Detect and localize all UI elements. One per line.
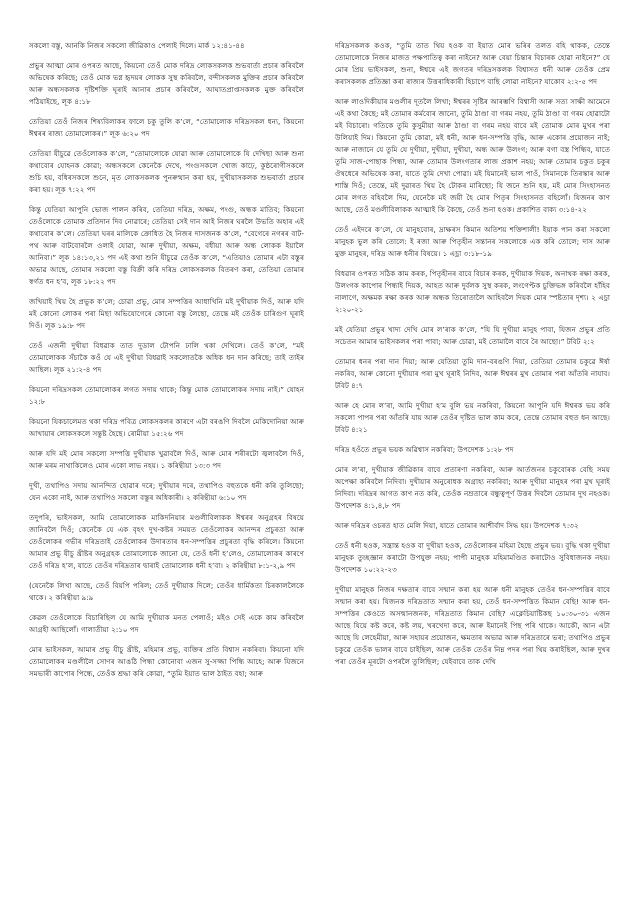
left-column	[29, 40, 304, 890]
verse-paragraph: তদুপৰি, ভাইসকল, আমি তোমালোকক মাকিদনিয়াৰ মণ্ডলীবিলাকক ঈশ্বৰৰ অনুগ্ৰহৰ বিষয়ে জানিবলৈ দিওঁ; কেনেকৈ যে এক বৃহৎ দুখ-কষ্টৰ সময়ত তেওঁলোকৰ আনন্দৰ প্ৰচুৰতা আৰু তেওঁলোকৰ গভীৰ দৰিদ্ৰতাই তেওঁলোকৰ উদাৰতাৰ ধন-সম্পত্তিৰ প্ৰচুৰতা বৃদ্ধি কৰিলে। কিয়নো আমাৰ প্ৰভু যীচু খ্ৰীষ্টৰ অনুগ্ৰহক তোমালোকে জানো যে, তেওঁ ধনী হ’লেও, তোমালোকৰ কাৰণে তেওঁ দৰিদ্ৰ হ’ল, যাতে তেওঁৰ দৰিদ্ৰতাৰ দ্বাৰাই তোমালোক ধনী হ’বা। ২ কৰিন্থীয়া ৮:১-২,৯ পদ	[29, 513, 304, 570]
verse-paragraph: সকলো বস্তু, আনকি নিজৰ সকলো জীৱিকাও পেলাই দিলে। মাৰ্ক ১২:৪১-৪৪	[29, 41, 245, 50]
verse-paragraph: দৰিদ্ৰসকলক কওক, “তুমি তাত থিয় হওক বা ইয়াত মোৰ ভৰিৰ তলত বহি থাকক, তেন্তে তোমালোকে নিজৰ মাজত পক্ষপাতিত্ব কৰা নাইনে? আৰু বেয়া চিন্তাৰ বিচাৰক হোৱা নাইনে?” যে মোৰ প্ৰিয় ভাইসকল, শুনা, ঈশ্বৰে এই জগতৰ দৰিদ্ৰসকলক বিশ্বাসত ধনী আৰু তেওঁক প্ৰেম কৰাসকলক প্ৰতিজ্ঞা কৰা ৰাজ্যৰ উত্তৰাধিকাৰী হিচাপে বাছি লোৱা নাইনে? যাকোব ২:২-৫ পদ	[335, 41, 610, 86]
verse-paragraph: আৰু লাওদিকীয়াৰ মণ্ডলীৰ দূতলৈ লিখা; ঈশ্বৰৰ সৃষ্টিৰ আৰম্ভণি বিশ্বাসী আৰু সত্য সাক্ষী আমেনে এই কথা কৈছে; মই তোমাৰ কৰ্মবোৰ জানো, তুমি ঠাণ্ডা বা গৰম নহয়, তুমি ঠাণ্ডা বা গৰম হোৱাটো মই বিচাৰো। গতিকে তুমি কুসুমীয়া আৰু ঠাণ্ডা বা গৰম নহয় বাবে মই তোমাক মোৰ মুখৰ পৰা উলিয়াই দিম। কিয়নো তুমি কোৱা, মই ধনী, আৰু ধন-সম্পত্তি বৃদ্ধি, আৰু একোৰ প্ৰয়োজন নাই; আৰু নাজানে যে তুমি যে দুখীয়া, দুখীয়া, দুখীয়া, অন্ধ আৰু উলংগ; আৰু বগা বস্ত্ৰ পিন্ধিব, যাতে তুমি সাজ-পোছাক পিন্ধা, আৰু তোমাৰ উলংগতাৰ লাজ প্ৰকাশ নহয়; আৰু তোমাৰ চকুত চকুৰ ঔষধেৰে অভিষেক কৰা, যাতে তুমি দেখা পোৱা। মই যিমানেই ভাল পাওঁ, সিমানকে তিৰস্কাৰ আৰু শাস্তি দিওঁ; তেন্তে, মই দুৱাৰত থিয় হৈ টোকৰ মাৰিছো; যি জনে শুনি হয়, মই মোৰ সিংহাসনত মোৰ লগত বহিবলৈ দিম, যেনেকৈ মই জয়ী হৈ মোৰ পিতৃৰ সিংহাসনত বহিলোঁ। যিজনৰ কাণ আছে, তেওঁ মণ্ডলীবিলাকক আত্মাই কি কৈছে, তেওঁ শুনা হওক। প্ৰকাশিত বাক্য ৩:১৪-২২	[335, 97, 610, 214]
right-column	[335, 40, 610, 890]
verse-paragraph: কিয়নো যিকচালেমত থকা দৰিদ্ৰ পবিত্ৰ লোকসকলৰ কাৰণে এটা বৰঙণি দিবলৈ মেকিদোনিয়া আৰু আখায়াৰ লোকসকলে সন্তুষ্ট হৈছে। ৰোমীয়া ১৫:২৬ পদ	[29, 417, 304, 438]
verse-paragraph: কেৱল তেওঁলোকে বিচাৰিছিল যে আমি দুখীয়াক মনত পেলাওঁ; মইও সেই একে কাম কৰিবলৈ আগ্ৰহী আছিলোঁ। গালাতীয়া ২:১০ পদ	[29, 613, 304, 634]
verse-paragraph: কিয়নো দৰিদ্ৰসকল তোমালোকৰ লগত সদায় থাকে; কিন্তু মোক তোমালোকৰ সদায় নাই।” যোহন ১২:৮	[29, 385, 304, 406]
verse-paragraph: মোৰ ল’ৰা, দুখীয়াক জীৱিকাৰ বাবে প্ৰতাৰণা নকৰিবা, আৰু আৰ্তজনৰ চকুবোৰক বেছি সময় অপেক্ষা কৰিবলৈ নিদিবা। দুখীয়াৰ অনুৰোধক অগ্ৰাহ্য নকৰিবা; আৰু দুখীয়া মানুহৰ পৰা মুখ ঘূৰাই নিদিবা। দৰিদ্ৰৰ আগত কাণ নত কৰি, তেওঁক নম্ৰতাৰে বন্ধুত্বপূৰ্ণ উত্তৰ দিবলৈ তোমাৰ দুখ নহওক। উপদেশক ৪:১,৪,৮ পদ	[335, 465, 610, 510]
verse-paragraph: মই যেতিয়া প্ৰভুৰ খাদ্য দেখি মোৰ ল’ৰাক ক’লে, “যি যি দুখীয়া মানুহ পাবা, যিজন প্ৰভুৰ প্ৰতি সচেতন আমাৰ ভাইসকলৰ পৰা পাবা; আৰু চোৱা, মই তোমালৈ বাবে ৰৈ আছো।” টবিট ২:২	[335, 325, 610, 346]
verse-paragraph: (যেনেকৈ লিখা আছে, তেওঁ বিয়পি পৰিল; তেওঁ দুখীয়াক দিলে; তেওঁৰ ধাৰ্মিকতা চিৰকাললৈকে থাকে। ২ কৰিন্থীয়া ৯:৯	[29, 581, 304, 602]
verse-paragraph: আৰু দৰিদ্ৰৰ ওচৰত হাত মেলি দিয়া, যাতে তোমাৰ আশীৰ্বাদ সিদ্ধ হয়। উপদেশক ৭:৩২	[335, 521, 579, 530]
verse-paragraph: তেওঁ ধনী হওক, সন্ত্ৰান্ত হওক বা দুখীয়া হওক, তেওঁলোকৰ মহিমা হৈছে প্ৰভুৰ ভয়। বুদ্ধি থকা দুখীয়া মানুহক তুচ্ছজ্ঞান কৰাটো উপযুক্ত নহয়; পাপী মানুহক মহিমামণ্ডিত কৰাটোও সুবিধাজনক নহয়। উপদেশক ১০:২২-২৩	[335, 541, 610, 574]
verse-paragraph: বিধৱাৰ ওপৰত সঠিক কাম কৰক, পিতৃহীনৰ বাবে বিচাৰ কৰক, দুখীয়াক দিয়ক, অনাথক ৰক্ষা কৰক, উলংগক কাপোৰ পিন্ধাই দিয়ক, আহত আৰু দুৰ্বলক সুস্থ কৰক, লংগেপ্টক চুক্তিভঙ্গ কৰিবলৈ হাঁহিব নালাগে, অক্ষমক ৰক্ষা কৰক আৰু অন্ধক তিৰোতালৈ আহিবলৈ দিয়ক মোৰ স্পষ্টতাৰ দৃশ্য। ২ এচ্ৰা ২:২০-২১	[335, 269, 610, 314]
verse-paragraph: জখিয়াই থিয় হৈ প্ৰভুক ক’লে; চোৱা প্ৰভু, মোৰ সম্পত্তিৰ আধাখিনি মই দুখীয়াক দিওঁ, আৰু যদি মই কোনো লোকৰ পৰা মিছা অভিযোগেৰে কোনো বস্তু লৈছো, তেন্তে মই তেওঁক চাৰিগুণ ঘূৰাই দিওঁ। লূক ১৯:৮ পদ	[29, 297, 304, 330]
verse-paragraph: তেতিয়া তেওঁ নিজৰ শিষ্যবিলাকৰ ফালে চকু তুলি ক’লে, “তোমালোক দৰিদ্ৰসকল ধন্য, কিয়নো ঈশ্বৰৰ ৰাজ্য তোমালোকৰ।” লূক ৬:২০ পদ	[29, 117, 304, 138]
verse-paragraph: তোমাৰ ধনৰ পৰা দান দিয়া; আৰু যেতিয়া তুমি দান-বৰঙণি দিয়া, তেতিয়া তোমাৰ চকুৱে ঈৰ্ষা নকৰিব, আৰু কোনো দুখীয়াৰ পৰা মুখ ঘূৰাই নিদিব, আৰু ঈশ্বৰৰ মুখ তোমাৰ পৰা আঁতৰি নাযাব। টবিট ৪:৭	[335, 357, 610, 390]
verse-paragraph: দুখীয়া মানুহক নিজৰ দক্ষতাৰ বাবে সন্মান কৰা হয় আৰু ধনী মানুহক তেওঁৰ ধন-সম্পত্তিৰ বাবে সন্মান কৰা হয়। যিজনক দৰিদ্ৰতাত সন্মান কৰা হয়, তেওঁ ধন-সম্পত্তিত কিমান বেছি! আৰু ধন-সম্পত্তিৰ কেওতে অসন্মানজনক, দৰিদ্ৰতাত কিমান বেছি? এক্লেচিয়াষ্টিকছ ১০:৩০-৩১ এজন আছে যিয়ে কষ্ট কৰে, কষ্ট লয়, খৰখেদা কৰে, আৰু ইমানেই পিছ পৰি থাকে। আকৌ, আন এটা আছে যি লেহেমীয়া, আৰু সহায়ৰ প্ৰয়োজন, ক্ষমতাৰ অভাৱ আৰু দৰিদ্ৰতাৰে ভৰা; তথাপিও প্ৰভুৰ চকুৱে তেওঁক ভালৰ বাবে চাইছিল, আৰু তেওঁক তেওঁৰ নিম্ন পদৰ পৰা থিয় কৰাইছিল, আৰু দুখৰ পৰা তেওঁৰ মূৰটো ওপৰলৈ তুলিছিল; যেইবাবে তাক দেখি	[335, 585, 610, 666]
verse-paragraph: কিন্তু যেতিয়া আপুনি ভোজ পালন কৰিব, তেতিয়া দৰিদ্ৰ, অক্ষম, পংগু, অন্ধক মাতিব; কিয়নো তেওঁলোকে তোমাক প্ৰতিদান দিব নোৱাৰে; তেতিয়া সেই দান আই নিজৰ ঘৰলৈ উভতি অহাৰ এই কথাবোৰ ক’লে। তেতিয়া ঘৰৰ মালিকে ক্ৰোধিত হৈ নিজৰ দাসজনক ক’লে, “বেগেৰে নগৰৰ বাট-পথ আৰু বাটবোৰলৈ ওলাই যোৱা, আৰু দুখীয়া, অক্ষম, বধীয়া আৰু অন্ধ লোকক ইয়ালৈ আনিবা।” লূক ১৪:১৩,২১ পদ এই কথা শুনি যীচুৱে তেওঁক ক’লে, “এতিয়াও তোমাৰ এটা বস্তুৰ অভাৱ আছে, তোমাৰ সকলো বস্তু বিক্ৰী কৰি দৰিদ্ৰ লোকসকলক বিতৰণ কৰা, তেতিয়া তোমাৰ স্বৰ্গত ধন হ’ব, লূক ১৮:২২ পদ	[29, 205, 304, 286]
verse-paragraph: প্ৰভুৰ আত্মা মোৰ ওপৰত আছে, কিয়নো তেওঁ মোক দৰিদ্ৰ লোকসকলক শুভবাৰ্তা প্ৰচাৰ কৰিবলৈ অভিষেক কৰিছে; তেওঁ মোক ভগ্ন হৃদয়ৰ লোকক সুস্থ কৰিবলৈ, বন্দীসকলক মুক্তিৰ প্ৰচাৰ কৰিবলৈ আৰু অন্ধসকলক দৃষ্টিশক্তি ঘূৰাই আনাৰ প্ৰচাৰ কৰিবলৈ, আঘাতপ্ৰাপ্তসকলক মুক্ত কৰিবলৈ পঠিয়াইছে, লূক ৪:১৮	[29, 61, 304, 106]
verse-paragraph: আৰু হে মোৰ ল’ৰা, আমি দুখীয়া হ’ম বুলি ভয় নকৰিবা, কিয়নো আপুনি যদি ঈশ্বৰক ভয় কৰি সকলো পাপৰ পৰা আঁতৰি যায় আৰু তেওঁৰ দৃষ্টিত ভাল কাম কৰে, তেন্তে তোমাৰ বহুত ধন আছে। টবিট ৪:২১	[335, 401, 610, 434]
verse-paragraph: তেতিয়া যীচুৱে তেওঁলোকক ক’লে, “তোমালোকে যোৱা আৰু তোমালোকে যি দেখিছা আৰু শুনা কথাবোৰ যোহনক কোৱা; অন্ধসকলে কেনেকৈ দেখে, পংগুসকলে খোজ কাঢ়ে, কুষ্ঠৰোগীসকলে শুচি হয়, বধিৰসকলে শুনে, মৃত লোকসকলক পুনৰুত্থান কৰা হয়, দুখীয়াসকলক শুভবাৰ্তা প্ৰচাৰ কৰা হয়। লূক ৭:২২ পদ	[29, 149, 304, 194]
verse-paragraph: মোৰ ভাইসকল, আমাৰ প্ৰভু যীচু খ্ৰীষ্ট, মহিমাৰ প্ৰভু, ব্যক্তিৰ প্ৰতি বিশ্বাস নকৰিবা। কিয়নো যদি তোমালোকৰ মণ্ডলীলৈ সোণৰ আঙঠি পিন্ধা কোনোবা এজন সু-সজ্জা পিন্ধি আহে; আৰু যিজনে সমভাৰী কাপোৰ পিন্ধে, তেওঁক শ্ৰদ্ধা কৰি কোৱা, “তুমি ইয়াত ভাল ঠাইত বহা; আৰু	[29, 645, 304, 678]
verse-paragraph: আৰু যদি মই মোৰ সকলো সম্পত্তি দুখীয়াক খুৱাবলৈ দিওঁ, আৰু মোৰ শৰীৰটো জ্বলাবলৈ দিওঁ, আৰু মৰম নাথাকিলেও মোৰ একো লাভ নহয়। ১ কৰিন্থীয়া ১৩:৩ পদ	[29, 449, 304, 470]
verse-paragraph: দুখী, তথাপিও সদায় আনন্দিত হোৱাৰ দৰে; দুখীয়াৰ দৰে, তথাপিও বহুতকে ধনী কৰি তুলিছো; যেন একো নাই, আৰু তথাপিও সকলো বস্তুৰ অধিকাৰী। ২ কৰিন্থীয়া ৬:১০ পদ	[29, 481, 304, 502]
verse-paragraph: দৰিদ্ৰ হওঁতে প্ৰভুৰ ভয়ক অৱিশ্বাস নকৰিবা; উপদেশক ১:২৮ পদ	[335, 445, 514, 454]
verse-paragraph: তেওঁ এইদৰে ক’লে, যে মানুহবোৰ, দ্ৰাক্ষৰস কিমান অতিশয় শক্তিশালী! ইয়াক পান কৰা সকলো মানুহক ভুল কৰি তোলে: ই ৰজা আৰু পিতৃহীন সন্তানৰ সকলোকে এক কৰি তোলে; দাস আৰু মুক্ত মানুহৰ, দৰিদ্ৰ আৰু ধনীৰ বিষয়ে। ১ এচ্ৰা ৩:১৮-১৯	[335, 225, 610, 258]
verse-paragraph: তেওঁ এজনী দুখীয়া বিধৱাক তাত দুডাল টোপনি ঢালি থকা দেখিলে। তেওঁ ক’লে, “মই তোমালোকক সঁচাকৈ কওঁ যে এই দুখীয়া বিধৱাই সকলোতকৈ অধিক ধন দান কৰিছে; তাই তাইৰ আছিল। লূক ২১:২-৪ পদ	[29, 341, 304, 374]
